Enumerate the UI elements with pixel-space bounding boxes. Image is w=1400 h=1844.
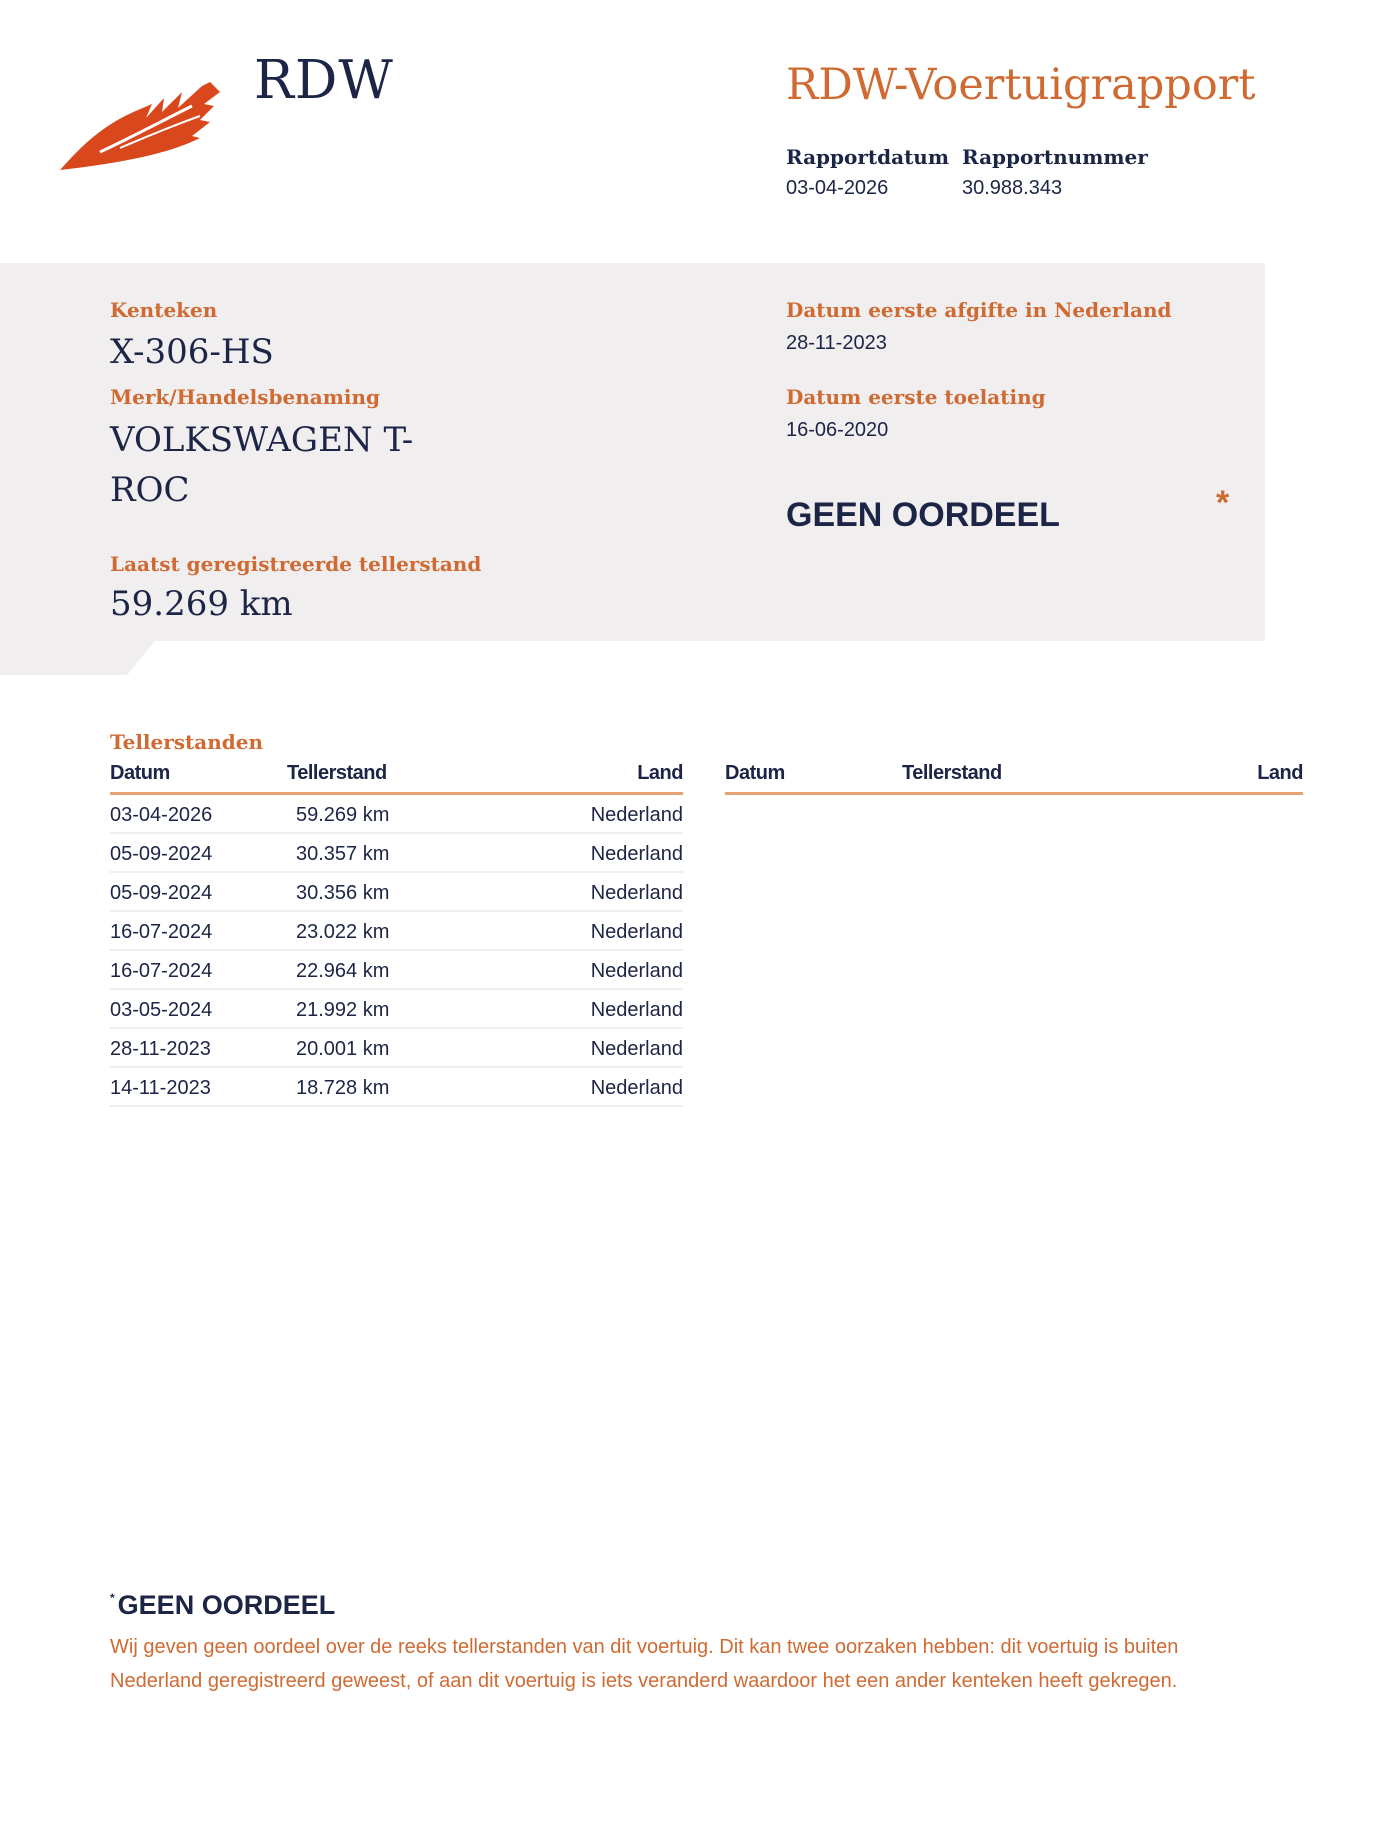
row-date: 16-07-2024 [110,921,213,943]
row-reading: 23.022 km [296,921,390,943]
make-value-line2: ROC [110,470,190,510]
make-label: Merk/Handelsbenaming [110,385,381,409]
make-value-line1: VOLKSWAGEN T- [110,420,414,460]
row-country: Nederland [590,804,683,826]
footnote-text: Wij geven geen oordeel over de reeks tellerstanden van dit voertuig. Dit kan twee oorzaken hebben: dit voertuig is buiten Nederland geregistreerd geweest, of aan dit voertuig is iets veranderd waardoor het een ander kenteken heeft gekregen. [110,1636,1179,1692]
odometer-table-left [110,760,683,1107]
table-row [110,1029,683,1068]
first-admission-label: Datum eerste toelating [786,385,1046,409]
row-country: Nederland [590,921,683,943]
column-header-country: Land [1257,762,1303,784]
odometer-table-heading: Tellerstanden [110,730,264,754]
column-header-date: Datum [725,762,785,784]
table-row [110,834,683,873]
row-reading: 18.728 km [296,1077,390,1099]
row-reading: 22.964 km [296,960,390,982]
row-country: Nederland [590,882,683,904]
report-number-label: Rapportnummer [962,145,1148,169]
row-reading: 21.992 km [296,999,390,1021]
report-number: 30.988.343 [962,177,1063,199]
plate-value: X-306-HS [110,332,274,372]
row-reading: 30.356 km [296,882,390,904]
row-reading: 20.001 km [296,1038,390,1060]
table-header [110,760,683,795]
report-date-label: Rapportdatum [786,145,950,169]
table-header [725,760,1303,795]
verdict: GEEN OORDEEL [786,496,1060,534]
odometer-value: 59.269 km [110,584,293,624]
table-row [110,1068,683,1107]
odometer-table-right [725,760,1303,795]
row-date: 14-11-2023 [110,1077,211,1099]
first-admission-value: 16-06-2020 [786,419,889,441]
footnote-marker: * [110,1591,115,1605]
row-country: Nederland [590,960,683,982]
plate-label: Kenteken [110,298,218,322]
row-date: 05-09-2024 [110,882,213,904]
row-reading: 59.269 km [296,804,390,826]
first-nl-label: Datum eerste afgifte in Nederland [786,298,1172,322]
verdict-marker: * [1216,484,1230,522]
row-country: Nederland [590,843,683,865]
table-row [110,873,683,912]
column-header-country: Land [637,762,683,784]
row-date: 03-04-2026 [110,804,213,826]
row-country: Nederland [590,1077,683,1099]
row-country: Nederland [590,1038,683,1060]
report-date: 03-04-2026 [786,177,889,199]
report-title: RDW-Voertuigrapport [786,60,1256,110]
table-row [110,912,683,951]
row-date: 03-05-2024 [110,999,213,1021]
column-header-reading: Tellerstand [902,762,1002,784]
row-date: 16-07-2024 [110,960,213,982]
row-date: 28-11-2023 [110,1038,211,1060]
table-row [110,795,683,834]
column-header-reading: Tellerstand [287,762,387,784]
table-row [110,951,683,990]
summary-panel-tab [0,641,155,675]
first-nl-value: 28-11-2023 [786,332,887,354]
row-country: Nederland [590,999,683,1021]
footnote-title-text: GEEN OORDEEL [117,1590,336,1620]
row-date: 05-09-2024 [110,843,213,865]
rdw-wing-logo-icon [60,78,230,176]
column-header-date: Datum [110,762,170,784]
odometer-label: Laatst geregistreerde tellerstand [110,552,482,576]
brand-name: RDW [254,50,394,111]
table-row [110,990,683,1029]
row-reading: 30.357 km [296,843,390,865]
footnote-title [110,1590,335,1621]
